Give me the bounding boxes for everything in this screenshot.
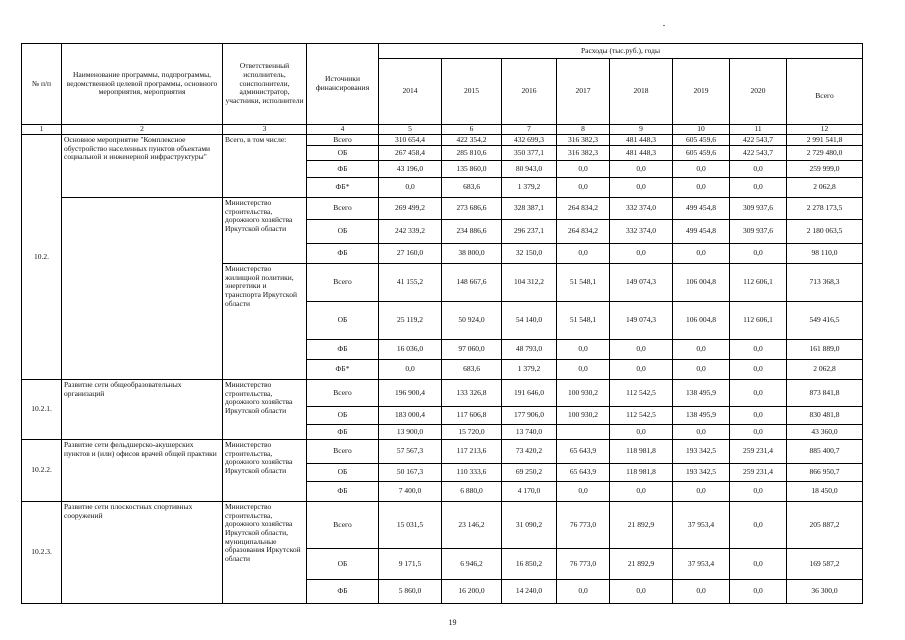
value-cell: 38 800,0: [442, 244, 502, 264]
value-cell: 51 548,1: [557, 264, 610, 302]
value-cell: 112 542,5: [610, 407, 673, 425]
value-cell: 0,0: [673, 244, 730, 264]
row-id: 10.2.: [22, 135, 62, 380]
row-id: 10.2.1.: [22, 380, 62, 440]
value-cell: 50 167,3: [379, 464, 442, 482]
value-cell: 0,0: [730, 380, 787, 407]
row-responsible: Министерство строительства, дорожного хозяйства Иркутской области: [223, 440, 307, 502]
value-cell: 69 250,2: [502, 464, 557, 482]
value-cell: 316 382,3: [557, 146, 610, 161]
value-cell: 15 720,0: [442, 425, 502, 440]
header-expenses: Расходы (тыс.руб.), годы: [379, 44, 863, 59]
value-cell: 273 686,6: [442, 198, 502, 220]
row-name: Развитие сети фельдшерско-акушерских пунктов и (или) офисов врачей общей практики: [62, 440, 223, 502]
row-id: 10.2.3.: [22, 502, 62, 604]
value-cell: 0,0: [610, 244, 673, 264]
header-year: 2015: [442, 59, 502, 125]
row-name-continuation: [62, 198, 223, 380]
value-cell: 48 793,0: [502, 340, 557, 360]
value-cell: 100 930,2: [557, 407, 610, 425]
total-cell: 18 450,0: [787, 482, 863, 502]
value-cell: 80 943,0: [502, 161, 557, 178]
value-cell: 0,0: [730, 407, 787, 425]
table-row: [22, 440, 863, 464]
col-number: 5: [379, 125, 442, 135]
source-cell: Всего: [307, 264, 379, 302]
value-cell: 51 548,1: [557, 302, 610, 340]
value-cell: 54 140,0: [502, 302, 557, 340]
source-cell: ОБ: [307, 220, 379, 244]
value-cell: 0,0: [610, 482, 673, 502]
value-cell: 0,0: [557, 244, 610, 264]
header-year: 2016: [502, 59, 557, 125]
value-cell: 332 374,0: [610, 220, 673, 244]
header-row-1: [22, 44, 863, 59]
total-cell: 549 416,5: [787, 302, 863, 340]
value-cell: [557, 425, 610, 440]
col-number: 10: [673, 125, 730, 135]
budget-table: [21, 43, 863, 604]
value-cell: 118 981,8: [610, 464, 673, 482]
header-responsible: Ответственный исполнитель, соисполнители, администратор, участники, исполнители: [223, 44, 307, 125]
value-cell: 0,0: [557, 360, 610, 380]
col-number: 6: [442, 125, 502, 135]
value-cell: 138 495,9: [673, 407, 730, 425]
value-cell: 37 953,4: [673, 502, 730, 549]
value-cell: 316 382,3: [557, 135, 610, 146]
value-cell: 65 643,9: [557, 464, 610, 482]
column-number-row: [22, 125, 863, 135]
source-cell: ОБ: [307, 549, 379, 580]
value-cell: 76 773,0: [557, 502, 610, 549]
value-cell: 0,0: [730, 244, 787, 264]
value-cell: 0,0: [610, 425, 673, 440]
value-cell: 104 312,2: [502, 264, 557, 302]
value-cell: 0,0: [673, 482, 730, 502]
total-cell: 36 300,0: [787, 580, 863, 604]
value-cell: 0,0: [610, 360, 673, 380]
value-cell: 0,0: [557, 161, 610, 178]
value-cell: 16 850,2: [502, 549, 557, 580]
value-cell: 0,0: [610, 340, 673, 360]
total-cell: 205 887,2: [787, 502, 863, 549]
header-total: Всего: [787, 59, 863, 125]
value-cell: 0,0: [673, 580, 730, 604]
table-row: [22, 135, 863, 146]
responsible-continuation: [223, 360, 307, 380]
value-cell: 193 342,5: [673, 440, 730, 464]
value-cell: 0,0: [673, 425, 730, 440]
value-cell: 309 937,6: [730, 198, 787, 220]
value-cell: 683,6: [442, 360, 502, 380]
header-year: 2014: [379, 59, 442, 125]
value-cell: 106 004,8: [673, 302, 730, 340]
value-cell: 14 240,0: [502, 580, 557, 604]
value-cell: 16 036,0: [379, 340, 442, 360]
row-responsible: Всего, в том числе:: [223, 135, 307, 198]
value-cell: 193 342,5: [673, 464, 730, 482]
value-cell: 118 981,8: [610, 440, 673, 464]
value-cell: 6 946,2: [442, 549, 502, 580]
source-cell: ОБ: [307, 146, 379, 161]
scan-mark: [663, 25, 665, 26]
value-cell: 65 643,9: [557, 440, 610, 464]
value-cell: 112 606,1: [730, 264, 787, 302]
source-cell: ОБ: [307, 407, 379, 425]
total-cell: 2 062,8: [787, 360, 863, 380]
table-row: [22, 198, 863, 220]
value-cell: 0,0: [730, 178, 787, 198]
value-cell: 183 000,4: [379, 407, 442, 425]
value-cell: 112 606,1: [730, 302, 787, 340]
value-cell: 196 900,4: [379, 380, 442, 407]
col-number: 2: [62, 125, 223, 135]
value-cell: 57 567,3: [379, 440, 442, 464]
source-cell: ФБ*: [307, 178, 379, 198]
source-cell: ФБ: [307, 580, 379, 604]
value-cell: 0,0: [730, 161, 787, 178]
value-cell: 0,0: [730, 549, 787, 580]
value-cell: 0,0: [730, 502, 787, 549]
total-cell: 2 729 480,0: [787, 146, 863, 161]
col-number: 3: [223, 125, 307, 135]
source-cell: ФБ: [307, 482, 379, 502]
value-cell: 41 155,2: [379, 264, 442, 302]
value-cell: 499 454,8: [673, 220, 730, 244]
value-cell: 0,0: [610, 178, 673, 198]
row-responsible: Министерство строительства, дорожного хозяйства Иркутской области: [223, 198, 307, 264]
value-cell: 350 377,1: [502, 146, 557, 161]
value-cell: 296 237,1: [502, 220, 557, 244]
value-cell: 605 459,6: [673, 135, 730, 146]
table-row: [22, 380, 863, 407]
value-cell: 23 146,2: [442, 502, 502, 549]
value-cell: 432 699,3: [502, 135, 557, 146]
value-cell: 0,0: [673, 340, 730, 360]
value-cell: 0,0: [673, 360, 730, 380]
value-cell: 191 646,0: [502, 380, 557, 407]
value-cell: 234 886,6: [442, 220, 502, 244]
col-number: 8: [557, 125, 610, 135]
value-cell: 6 880,0: [442, 482, 502, 502]
value-cell: 37 953,4: [673, 549, 730, 580]
source-cell: ОБ: [307, 302, 379, 340]
source-cell: Всего: [307, 440, 379, 464]
header-year: 2020: [730, 59, 787, 125]
value-cell: 264 834,2: [557, 220, 610, 244]
total-cell: 873 841,8: [787, 380, 863, 407]
header-year: 2019: [673, 59, 730, 125]
value-cell: 285 810,6: [442, 146, 502, 161]
header-source: Источники финансирования: [307, 44, 379, 125]
total-cell: 2 991 541,8: [787, 135, 863, 146]
row-id: 10.2.2.: [22, 440, 62, 502]
value-cell: 0,0: [610, 580, 673, 604]
value-cell: 0,0: [557, 178, 610, 198]
value-cell: 332 374,0: [610, 198, 673, 220]
total-cell: 830 481,8: [787, 407, 863, 425]
total-cell: 885 400,7: [787, 440, 863, 464]
value-cell: 309 937,6: [730, 220, 787, 244]
total-cell: 161 889,0: [787, 340, 863, 360]
source-cell: ОБ: [307, 464, 379, 482]
value-cell: 499 454,8: [673, 198, 730, 220]
value-cell: 15 031,5: [379, 502, 442, 549]
header-year: 2018: [610, 59, 673, 125]
value-cell: 13 900,0: [379, 425, 442, 440]
source-cell: Всего: [307, 502, 379, 549]
value-cell: 0,0: [557, 482, 610, 502]
total-cell: 43 360,0: [787, 425, 863, 440]
col-number: 9: [610, 125, 673, 135]
value-cell: 1 379,2: [502, 178, 557, 198]
value-cell: 5 860,0: [379, 580, 442, 604]
value-cell: 481 448,3: [610, 146, 673, 161]
col-number: 11: [730, 125, 787, 135]
value-cell: 242 339,2: [379, 220, 442, 244]
total-cell: 713 368,3: [787, 264, 863, 302]
value-cell: 269 499,2: [379, 198, 442, 220]
value-cell: 0,0: [730, 360, 787, 380]
value-cell: 148 667,6: [442, 264, 502, 302]
value-cell: 112 542,5: [610, 380, 673, 407]
header-year: 2017: [557, 59, 610, 125]
value-cell: 422 543,7: [730, 135, 787, 146]
value-cell: 7 400,0: [379, 482, 442, 502]
value-cell: 264 834,2: [557, 198, 610, 220]
value-cell: 1 379,2: [502, 360, 557, 380]
source-cell: ФБ: [307, 340, 379, 360]
value-cell: 43 196,0: [379, 161, 442, 178]
value-cell: 328 387,1: [502, 198, 557, 220]
page-number: 19: [448, 618, 457, 627]
source-cell: ФБ: [307, 425, 379, 440]
total-cell: 2 180 063,5: [787, 220, 863, 244]
source-cell: Всего: [307, 380, 379, 407]
value-cell: 27 160,0: [379, 244, 442, 264]
total-cell: 2 278 173,5: [787, 198, 863, 220]
row-name: Основное мероприятие "Комплексное обустройство населенных пунктов объектами социальной и инженерной инфраструктуры": [62, 135, 223, 198]
col-number: 7: [502, 125, 557, 135]
row-responsible: Министерство строительства, дорожного хозяйства Иркутской области, муниципальные образования Иркутской области: [223, 502, 307, 604]
value-cell: 0,0: [673, 178, 730, 198]
value-cell: 16 200,0: [442, 580, 502, 604]
value-cell: 481 448,3: [610, 135, 673, 146]
value-cell: 9 171,5: [379, 549, 442, 580]
header-no: № п/п: [22, 44, 62, 125]
value-cell: 117 213,6: [442, 440, 502, 464]
value-cell: 683,6: [442, 178, 502, 198]
value-cell: 4 170,0: [502, 482, 557, 502]
value-cell: 0,0: [730, 340, 787, 360]
source-cell: Всего: [307, 135, 379, 146]
value-cell: 0,0: [730, 425, 787, 440]
source-cell: ФБ*: [307, 360, 379, 380]
value-cell: 21 892,9: [610, 502, 673, 549]
value-cell: 177 906,0: [502, 407, 557, 425]
value-cell: 310 654,4: [379, 135, 442, 146]
value-cell: 259 231,4: [730, 464, 787, 482]
value-cell: 0,0: [379, 360, 442, 380]
value-cell: 135 860,0: [442, 161, 502, 178]
value-cell: 97 060,0: [442, 340, 502, 360]
total-cell: 169 587,2: [787, 549, 863, 580]
row-responsible: Министерство строительства, дорожного хозяйства Иркутской области: [223, 380, 307, 440]
value-cell: 422 354,2: [442, 135, 502, 146]
value-cell: 106 004,8: [673, 264, 730, 302]
value-cell: 149 074,3: [610, 264, 673, 302]
total-cell: 98 110,0: [787, 244, 863, 264]
value-cell: 259 231,4: [730, 440, 787, 464]
value-cell: 117 606,8: [442, 407, 502, 425]
value-cell: 32 150,0: [502, 244, 557, 264]
col-number: 1: [22, 125, 62, 135]
row-name: Развитие сети общеобразовательных организаций: [62, 380, 223, 440]
value-cell: 100 930,2: [557, 380, 610, 407]
value-cell: 73 420,2: [502, 440, 557, 464]
source-cell: ФБ: [307, 161, 379, 178]
value-cell: 138 495,9: [673, 380, 730, 407]
table-row: [22, 502, 863, 549]
total-cell: 2 062,8: [787, 178, 863, 198]
header-name: Наименование программы, подпрограммы, ведомственной целевой программы, основного мероприятия, мероприятия: [62, 44, 223, 125]
source-cell: ФБ: [307, 244, 379, 264]
value-cell: 0,0: [557, 580, 610, 604]
row-responsible: Министерство жилищной политики, энергетики и транспорта Иркутской области: [223, 264, 307, 360]
total-cell: 866 950,7: [787, 464, 863, 482]
col-number: 12: [787, 125, 863, 135]
value-cell: 0,0: [730, 482, 787, 502]
source-cell: Всего: [307, 198, 379, 220]
col-number: 4: [307, 125, 379, 135]
value-cell: 0,0: [379, 178, 442, 198]
value-cell: 0,0: [557, 340, 610, 360]
value-cell: 422 543,7: [730, 146, 787, 161]
value-cell: 0,0: [610, 161, 673, 178]
value-cell: 0,0: [673, 161, 730, 178]
value-cell: 605 459,6: [673, 146, 730, 161]
value-cell: 0,0: [730, 580, 787, 604]
value-cell: 110 333,6: [442, 464, 502, 482]
value-cell: 50 924,0: [442, 302, 502, 340]
value-cell: 13 740,0: [502, 425, 557, 440]
value-cell: 76 773,0: [557, 549, 610, 580]
value-cell: 149 074,3: [610, 302, 673, 340]
value-cell: 25 119,2: [379, 302, 442, 340]
value-cell: 267 458,4: [379, 146, 442, 161]
total-cell: 259 999,0: [787, 161, 863, 178]
value-cell: 133 326,8: [442, 380, 502, 407]
value-cell: 31 090,2: [502, 502, 557, 549]
row-name: Развитие сети плоскостных спортивных сооружений: [62, 502, 223, 604]
value-cell: 21 892,9: [610, 549, 673, 580]
